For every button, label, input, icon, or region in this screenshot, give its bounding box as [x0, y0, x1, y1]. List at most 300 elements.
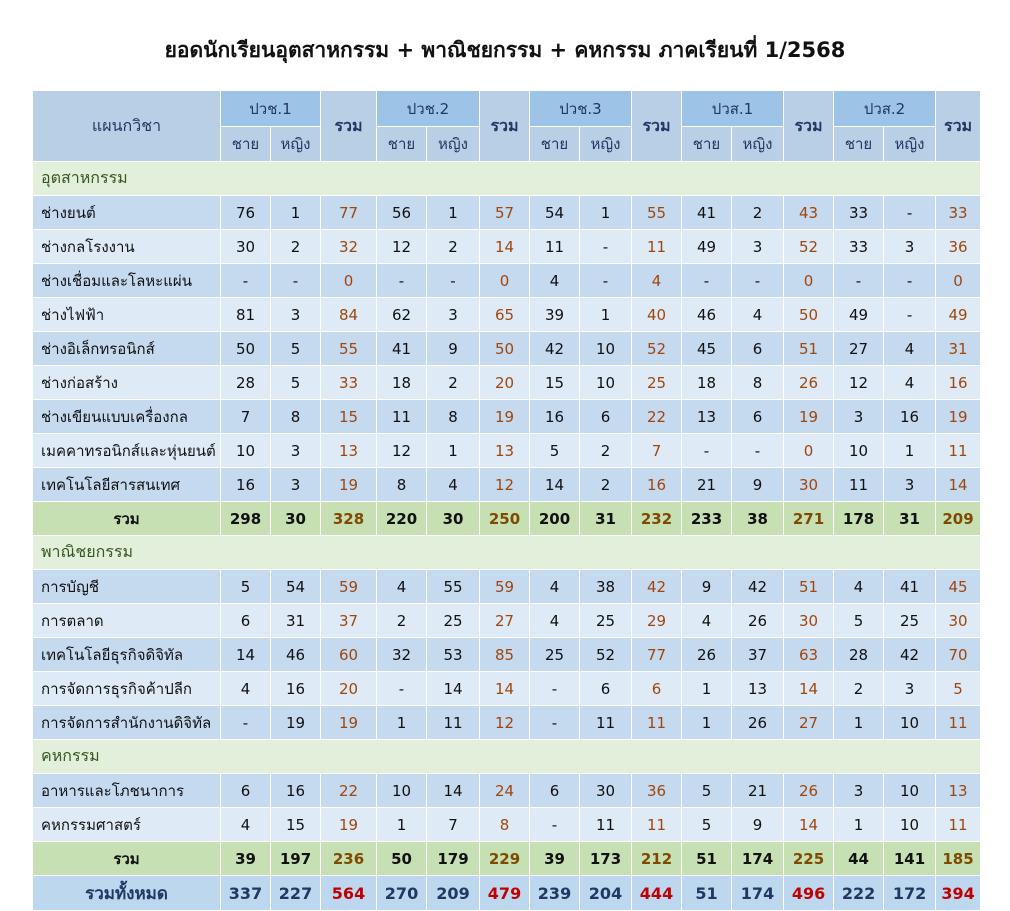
- subtotal-sum-cell: 232: [632, 502, 682, 536]
- female-header: หญิง: [271, 127, 321, 162]
- level-header: ปวช.2: [377, 91, 480, 127]
- count-cell: 2: [732, 196, 784, 230]
- grand-total-label: รวมทั้งหมด: [33, 876, 221, 911]
- count-cell: 37: [732, 638, 784, 672]
- row-total-cell: 77: [632, 638, 682, 672]
- table-row: [33, 400, 981, 434]
- count-cell: 31: [271, 604, 321, 638]
- row-total-cell: 22: [632, 400, 682, 434]
- count-cell: 3: [884, 672, 936, 706]
- table-row: [33, 570, 981, 604]
- count-cell: 19: [271, 706, 321, 740]
- dept-name: ช่างไฟฟ้า: [33, 298, 221, 332]
- count-cell: 3: [271, 434, 321, 468]
- count-cell: 39: [530, 298, 580, 332]
- count-cell: 9: [732, 808, 784, 842]
- grand-total-sum-cell: 479: [480, 876, 530, 911]
- row-total-cell: 0: [936, 264, 981, 298]
- row-total-cell: 11: [632, 706, 682, 740]
- row-total-cell: 30: [936, 604, 981, 638]
- grand-total-cell: 209: [427, 876, 480, 911]
- count-cell: 2: [271, 230, 321, 264]
- row-total-cell: 0: [784, 264, 834, 298]
- row-total-cell: 13: [936, 774, 981, 808]
- subtotal-sum-cell: 271: [784, 502, 834, 536]
- row-total-cell: 19: [936, 400, 981, 434]
- count-cell: 16: [271, 774, 321, 808]
- table-row: [33, 706, 981, 740]
- count-cell: 32: [377, 638, 427, 672]
- row-total-cell: 24: [480, 774, 530, 808]
- row-total-cell: 19: [480, 400, 530, 434]
- row-total-cell: 33: [936, 196, 981, 230]
- table-row: [33, 468, 981, 502]
- subtotal-cell: 178: [834, 502, 884, 536]
- count-cell: 16: [530, 400, 580, 434]
- dept-name: การจัดการธุรกิจค้าปลีก: [33, 672, 221, 706]
- subtotal-cell: 31: [580, 502, 632, 536]
- row-total-cell: 14: [784, 808, 834, 842]
- count-cell: 42: [732, 570, 784, 604]
- subtotal-cell: 174: [732, 842, 784, 876]
- grand-total-row: [33, 876, 981, 911]
- row-total-cell: 30: [784, 468, 834, 502]
- subtotal-cell: 31: [884, 502, 936, 536]
- subtotal-cell: 30: [427, 502, 480, 536]
- count-cell: -: [834, 264, 884, 298]
- row-total-cell: 36: [632, 774, 682, 808]
- table-row: [33, 808, 981, 842]
- subtotal-sum-cell: 185: [936, 842, 981, 876]
- female-header: หญิง: [884, 127, 936, 162]
- count-cell: 14: [427, 672, 480, 706]
- count-cell: 38: [580, 570, 632, 604]
- row-total-cell: 49: [936, 298, 981, 332]
- count-cell: 30: [221, 230, 271, 264]
- count-cell: 5: [221, 570, 271, 604]
- row-total-cell: 60: [321, 638, 377, 672]
- row-total-cell: 6: [632, 672, 682, 706]
- total-header: รวม: [936, 91, 981, 162]
- count-cell: -: [682, 434, 732, 468]
- row-total-cell: 32: [321, 230, 377, 264]
- count-cell: 56: [377, 196, 427, 230]
- count-cell: 1: [377, 706, 427, 740]
- grand-total-cell: 222: [834, 876, 884, 911]
- subtotal-cell: 50: [377, 842, 427, 876]
- subtotal-cell: 197: [271, 842, 321, 876]
- grand-total-cell: 227: [271, 876, 321, 911]
- row-total-cell: 4: [632, 264, 682, 298]
- count-cell: 3: [271, 468, 321, 502]
- level-header: ปวช.1: [221, 91, 321, 127]
- male-header: ชาย: [530, 127, 580, 162]
- count-cell: 10: [580, 332, 632, 366]
- count-cell: 10: [377, 774, 427, 808]
- count-cell: 76: [221, 196, 271, 230]
- count-cell: -: [221, 264, 271, 298]
- count-cell: 45: [682, 332, 732, 366]
- count-cell: -: [580, 230, 632, 264]
- count-cell: 11: [377, 400, 427, 434]
- count-cell: 15: [271, 808, 321, 842]
- subtotal-cell: 39: [221, 842, 271, 876]
- subtotal-cell: 233: [682, 502, 732, 536]
- count-cell: 6: [221, 604, 271, 638]
- row-total-cell: 16: [632, 468, 682, 502]
- count-cell: 2: [427, 230, 480, 264]
- row-total-cell: 37: [321, 604, 377, 638]
- dept-name: การจัดการสำนักงานดิจิทัล: [33, 706, 221, 740]
- row-total-cell: 11: [632, 230, 682, 264]
- grand-total-cell: 270: [377, 876, 427, 911]
- count-cell: 3: [884, 468, 936, 502]
- count-cell: 54: [530, 196, 580, 230]
- count-cell: 28: [221, 366, 271, 400]
- grand-total-cell: 174: [732, 876, 784, 911]
- count-cell: 4: [834, 570, 884, 604]
- dept-name: ช่างอิเล็กทรอนิกส์: [33, 332, 221, 366]
- count-cell: -: [427, 264, 480, 298]
- row-total-cell: 20: [321, 672, 377, 706]
- row-total-cell: 15: [321, 400, 377, 434]
- row-total-cell: 29: [632, 604, 682, 638]
- count-cell: 4: [221, 672, 271, 706]
- row-total-cell: 14: [480, 230, 530, 264]
- count-cell: 2: [427, 366, 480, 400]
- subtotal-cell: 44: [834, 842, 884, 876]
- row-total-cell: 14: [784, 672, 834, 706]
- subtotal-cell: 173: [580, 842, 632, 876]
- row-total-cell: 26: [784, 774, 834, 808]
- count-cell: 50: [221, 332, 271, 366]
- row-total-cell: 59: [321, 570, 377, 604]
- count-cell: 27: [834, 332, 884, 366]
- count-cell: 25: [530, 638, 580, 672]
- row-total-cell: 31: [936, 332, 981, 366]
- section-header-row: [33, 162, 981, 196]
- count-cell: 33: [834, 230, 884, 264]
- row-total-cell: 33: [321, 366, 377, 400]
- row-total-cell: 7: [632, 434, 682, 468]
- count-cell: 7: [427, 808, 480, 842]
- count-cell: 11: [834, 468, 884, 502]
- subtotal-cell: 38: [732, 502, 784, 536]
- count-cell: 41: [377, 332, 427, 366]
- row-total-cell: 52: [632, 332, 682, 366]
- count-cell: 1: [682, 706, 732, 740]
- row-total-cell: 12: [480, 468, 530, 502]
- row-total-cell: 36: [936, 230, 981, 264]
- subtotal-cell: 39: [530, 842, 580, 876]
- count-cell: 6: [580, 672, 632, 706]
- count-cell: 5: [834, 604, 884, 638]
- total-header: รวม: [321, 91, 377, 162]
- count-cell: 1: [884, 434, 936, 468]
- count-cell: 6: [732, 400, 784, 434]
- count-cell: 28: [834, 638, 884, 672]
- row-total-cell: 25: [632, 366, 682, 400]
- page-title: ยอดนักเรียนอุตสาหกรรม + พาณิชยกรรม + คหกรรม ภาคเรียนที่ 1/2568: [164, 38, 846, 62]
- count-cell: 3: [271, 298, 321, 332]
- row-total-cell: 43: [784, 196, 834, 230]
- count-cell: 13: [682, 400, 732, 434]
- row-total-cell: 0: [321, 264, 377, 298]
- table-row: [33, 774, 981, 808]
- count-cell: 55: [427, 570, 480, 604]
- count-cell: 2: [580, 468, 632, 502]
- count-cell: 3: [884, 230, 936, 264]
- count-cell: 53: [427, 638, 480, 672]
- male-header: ชาย: [834, 127, 884, 162]
- count-cell: -: [580, 264, 632, 298]
- grand-total-cell: 51: [682, 876, 732, 911]
- count-cell: 9: [427, 332, 480, 366]
- grand-total-sum-cell: 394: [936, 876, 981, 911]
- row-total-cell: 13: [480, 434, 530, 468]
- total-header: รวม: [632, 91, 682, 162]
- count-cell: 3: [427, 298, 480, 332]
- row-total-cell: 65: [480, 298, 530, 332]
- grand-total-sum-cell: 444: [632, 876, 682, 911]
- count-cell: 3: [732, 230, 784, 264]
- row-total-cell: 27: [480, 604, 530, 638]
- count-cell: 2: [834, 672, 884, 706]
- count-cell: 5: [682, 774, 732, 808]
- count-cell: 9: [732, 468, 784, 502]
- row-total-cell: 55: [632, 196, 682, 230]
- table-row: [33, 604, 981, 638]
- grand-total-cell: 172: [884, 876, 936, 911]
- count-cell: 62: [377, 298, 427, 332]
- count-cell: -: [884, 264, 936, 298]
- count-cell: 10: [884, 774, 936, 808]
- table-row: [33, 264, 981, 298]
- row-total-cell: 77: [321, 196, 377, 230]
- row-total-cell: 84: [321, 298, 377, 332]
- count-cell: 1: [834, 808, 884, 842]
- grand-total-sum-cell: 564: [321, 876, 377, 911]
- count-cell: 4: [221, 808, 271, 842]
- count-cell: 46: [271, 638, 321, 672]
- count-cell: 10: [580, 366, 632, 400]
- dept-header: แผนกวิชา: [33, 91, 221, 162]
- section-header-row: [33, 740, 981, 774]
- count-cell: 4: [530, 604, 580, 638]
- row-total-cell: 19: [321, 808, 377, 842]
- row-total-cell: 45: [936, 570, 981, 604]
- subtotal-sum-cell: 236: [321, 842, 377, 876]
- count-cell: 5: [682, 808, 732, 842]
- row-total-cell: 12: [480, 706, 530, 740]
- count-cell: 49: [682, 230, 732, 264]
- subtotal-label: รวม: [33, 842, 221, 876]
- count-cell: -: [377, 264, 427, 298]
- count-cell: 5: [271, 366, 321, 400]
- dept-name: ช่างยนต์: [33, 196, 221, 230]
- row-total-cell: 30: [784, 604, 834, 638]
- count-cell: -: [377, 672, 427, 706]
- count-cell: 1: [377, 808, 427, 842]
- count-cell: -: [682, 264, 732, 298]
- subtotal-sum-cell: 250: [480, 502, 530, 536]
- count-cell: 26: [732, 706, 784, 740]
- count-cell: 8: [732, 366, 784, 400]
- count-cell: 25: [580, 604, 632, 638]
- row-total-cell: 19: [784, 400, 834, 434]
- subtotal-label: รวม: [33, 502, 221, 536]
- row-total-cell: 26: [784, 366, 834, 400]
- count-cell: 1: [427, 196, 480, 230]
- row-total-cell: 0: [784, 434, 834, 468]
- female-header: หญิง: [732, 127, 784, 162]
- count-cell: 1: [271, 196, 321, 230]
- count-cell: 13: [732, 672, 784, 706]
- count-cell: 8: [271, 400, 321, 434]
- count-cell: 42: [530, 332, 580, 366]
- subtotal-cell: 200: [530, 502, 580, 536]
- count-cell: 26: [682, 638, 732, 672]
- count-cell: 25: [884, 604, 936, 638]
- row-total-cell: 11: [936, 706, 981, 740]
- count-cell: 54: [271, 570, 321, 604]
- row-total-cell: 13: [321, 434, 377, 468]
- section-title: คหกรรม: [33, 740, 981, 774]
- row-total-cell: 19: [321, 468, 377, 502]
- count-cell: 4: [732, 298, 784, 332]
- count-cell: -: [530, 808, 580, 842]
- count-cell: 10: [884, 808, 936, 842]
- row-total-cell: 42: [632, 570, 682, 604]
- count-cell: 2: [377, 604, 427, 638]
- row-total-cell: 0: [480, 264, 530, 298]
- grand-total-sum-cell: 496: [784, 876, 834, 911]
- count-cell: 14: [427, 774, 480, 808]
- row-total-cell: 8: [480, 808, 530, 842]
- dept-name: เทคโนโลยีสารสนเทศ: [33, 468, 221, 502]
- count-cell: 1: [427, 434, 480, 468]
- dept-name: เมคคาทรอนิกส์และหุ่นยนต์: [33, 434, 221, 468]
- count-cell: -: [221, 706, 271, 740]
- table-row: [33, 332, 981, 366]
- count-cell: 12: [834, 366, 884, 400]
- count-cell: 11: [530, 230, 580, 264]
- grand-total-cell: 337: [221, 876, 271, 911]
- section-title: พาณิชยกรรม: [33, 536, 981, 570]
- subtotal-cell: 298: [221, 502, 271, 536]
- table-row: [33, 230, 981, 264]
- section-header-row: [33, 536, 981, 570]
- dept-name: เทคโนโลยีธุรกิจดิจิทัล: [33, 638, 221, 672]
- count-cell: 6: [221, 774, 271, 808]
- dept-name: การบัญชี: [33, 570, 221, 604]
- count-cell: -: [530, 672, 580, 706]
- count-cell: 1: [682, 672, 732, 706]
- row-total-cell: 11: [632, 808, 682, 842]
- row-total-cell: 20: [480, 366, 530, 400]
- row-total-cell: 19: [321, 706, 377, 740]
- dept-name: การตลาด: [33, 604, 221, 638]
- subtotal-sum-cell: 229: [480, 842, 530, 876]
- count-cell: 15: [530, 366, 580, 400]
- count-cell: 41: [884, 570, 936, 604]
- row-total-cell: 55: [321, 332, 377, 366]
- count-cell: 4: [884, 366, 936, 400]
- row-total-cell: 11: [936, 808, 981, 842]
- dept-name: คหกรรมศาสตร์: [33, 808, 221, 842]
- count-cell: 25: [427, 604, 480, 638]
- count-cell: 3: [834, 400, 884, 434]
- count-cell: 12: [377, 230, 427, 264]
- count-cell: 14: [530, 468, 580, 502]
- subtotal-sum-cell: 209: [936, 502, 981, 536]
- count-cell: 4: [530, 264, 580, 298]
- row-total-cell: 40: [632, 298, 682, 332]
- count-cell: -: [884, 298, 936, 332]
- count-cell: 16: [884, 400, 936, 434]
- dept-name: ช่างเขียนแบบเครื่องกล: [33, 400, 221, 434]
- row-total-cell: 70: [936, 638, 981, 672]
- count-cell: 21: [682, 468, 732, 502]
- female-header: หญิง: [427, 127, 480, 162]
- male-header: ชาย: [377, 127, 427, 162]
- student-count-table: [32, 90, 981, 911]
- row-total-cell: 5: [936, 672, 981, 706]
- count-cell: 42: [884, 638, 936, 672]
- count-cell: 41: [682, 196, 732, 230]
- row-total-cell: 50: [784, 298, 834, 332]
- level-header: ปวส.2: [834, 91, 936, 127]
- count-cell: 1: [580, 298, 632, 332]
- row-total-cell: 14: [936, 468, 981, 502]
- count-cell: 3: [834, 774, 884, 808]
- count-cell: -: [884, 196, 936, 230]
- dept-name: ช่างกลโรงงาน: [33, 230, 221, 264]
- count-cell: 10: [884, 706, 936, 740]
- count-cell: 7: [221, 400, 271, 434]
- count-cell: 49: [834, 298, 884, 332]
- table-row: [33, 298, 981, 332]
- count-cell: 6: [732, 332, 784, 366]
- count-cell: 18: [377, 366, 427, 400]
- row-total-cell: 51: [784, 570, 834, 604]
- table-row: [33, 638, 981, 672]
- count-cell: 16: [221, 468, 271, 502]
- count-cell: 5: [271, 332, 321, 366]
- row-total-cell: 50: [480, 332, 530, 366]
- subtotal-sum-cell: 328: [321, 502, 377, 536]
- count-cell: 4: [530, 570, 580, 604]
- subtotal-sum-cell: 225: [784, 842, 834, 876]
- count-cell: 18: [682, 366, 732, 400]
- count-cell: 11: [580, 706, 632, 740]
- row-total-cell: 22: [321, 774, 377, 808]
- count-cell: 2: [580, 434, 632, 468]
- count-cell: 81: [221, 298, 271, 332]
- count-cell: 1: [580, 196, 632, 230]
- count-cell: 4: [682, 604, 732, 638]
- count-cell: -: [530, 706, 580, 740]
- subtotal-sum-cell: 212: [632, 842, 682, 876]
- level-header: ปวช.3: [530, 91, 632, 127]
- count-cell: 1: [834, 706, 884, 740]
- count-cell: 52: [580, 638, 632, 672]
- table-body: [33, 162, 981, 911]
- count-cell: 11: [580, 808, 632, 842]
- count-cell: 33: [834, 196, 884, 230]
- subtotal-cell: 141: [884, 842, 936, 876]
- count-cell: 8: [427, 400, 480, 434]
